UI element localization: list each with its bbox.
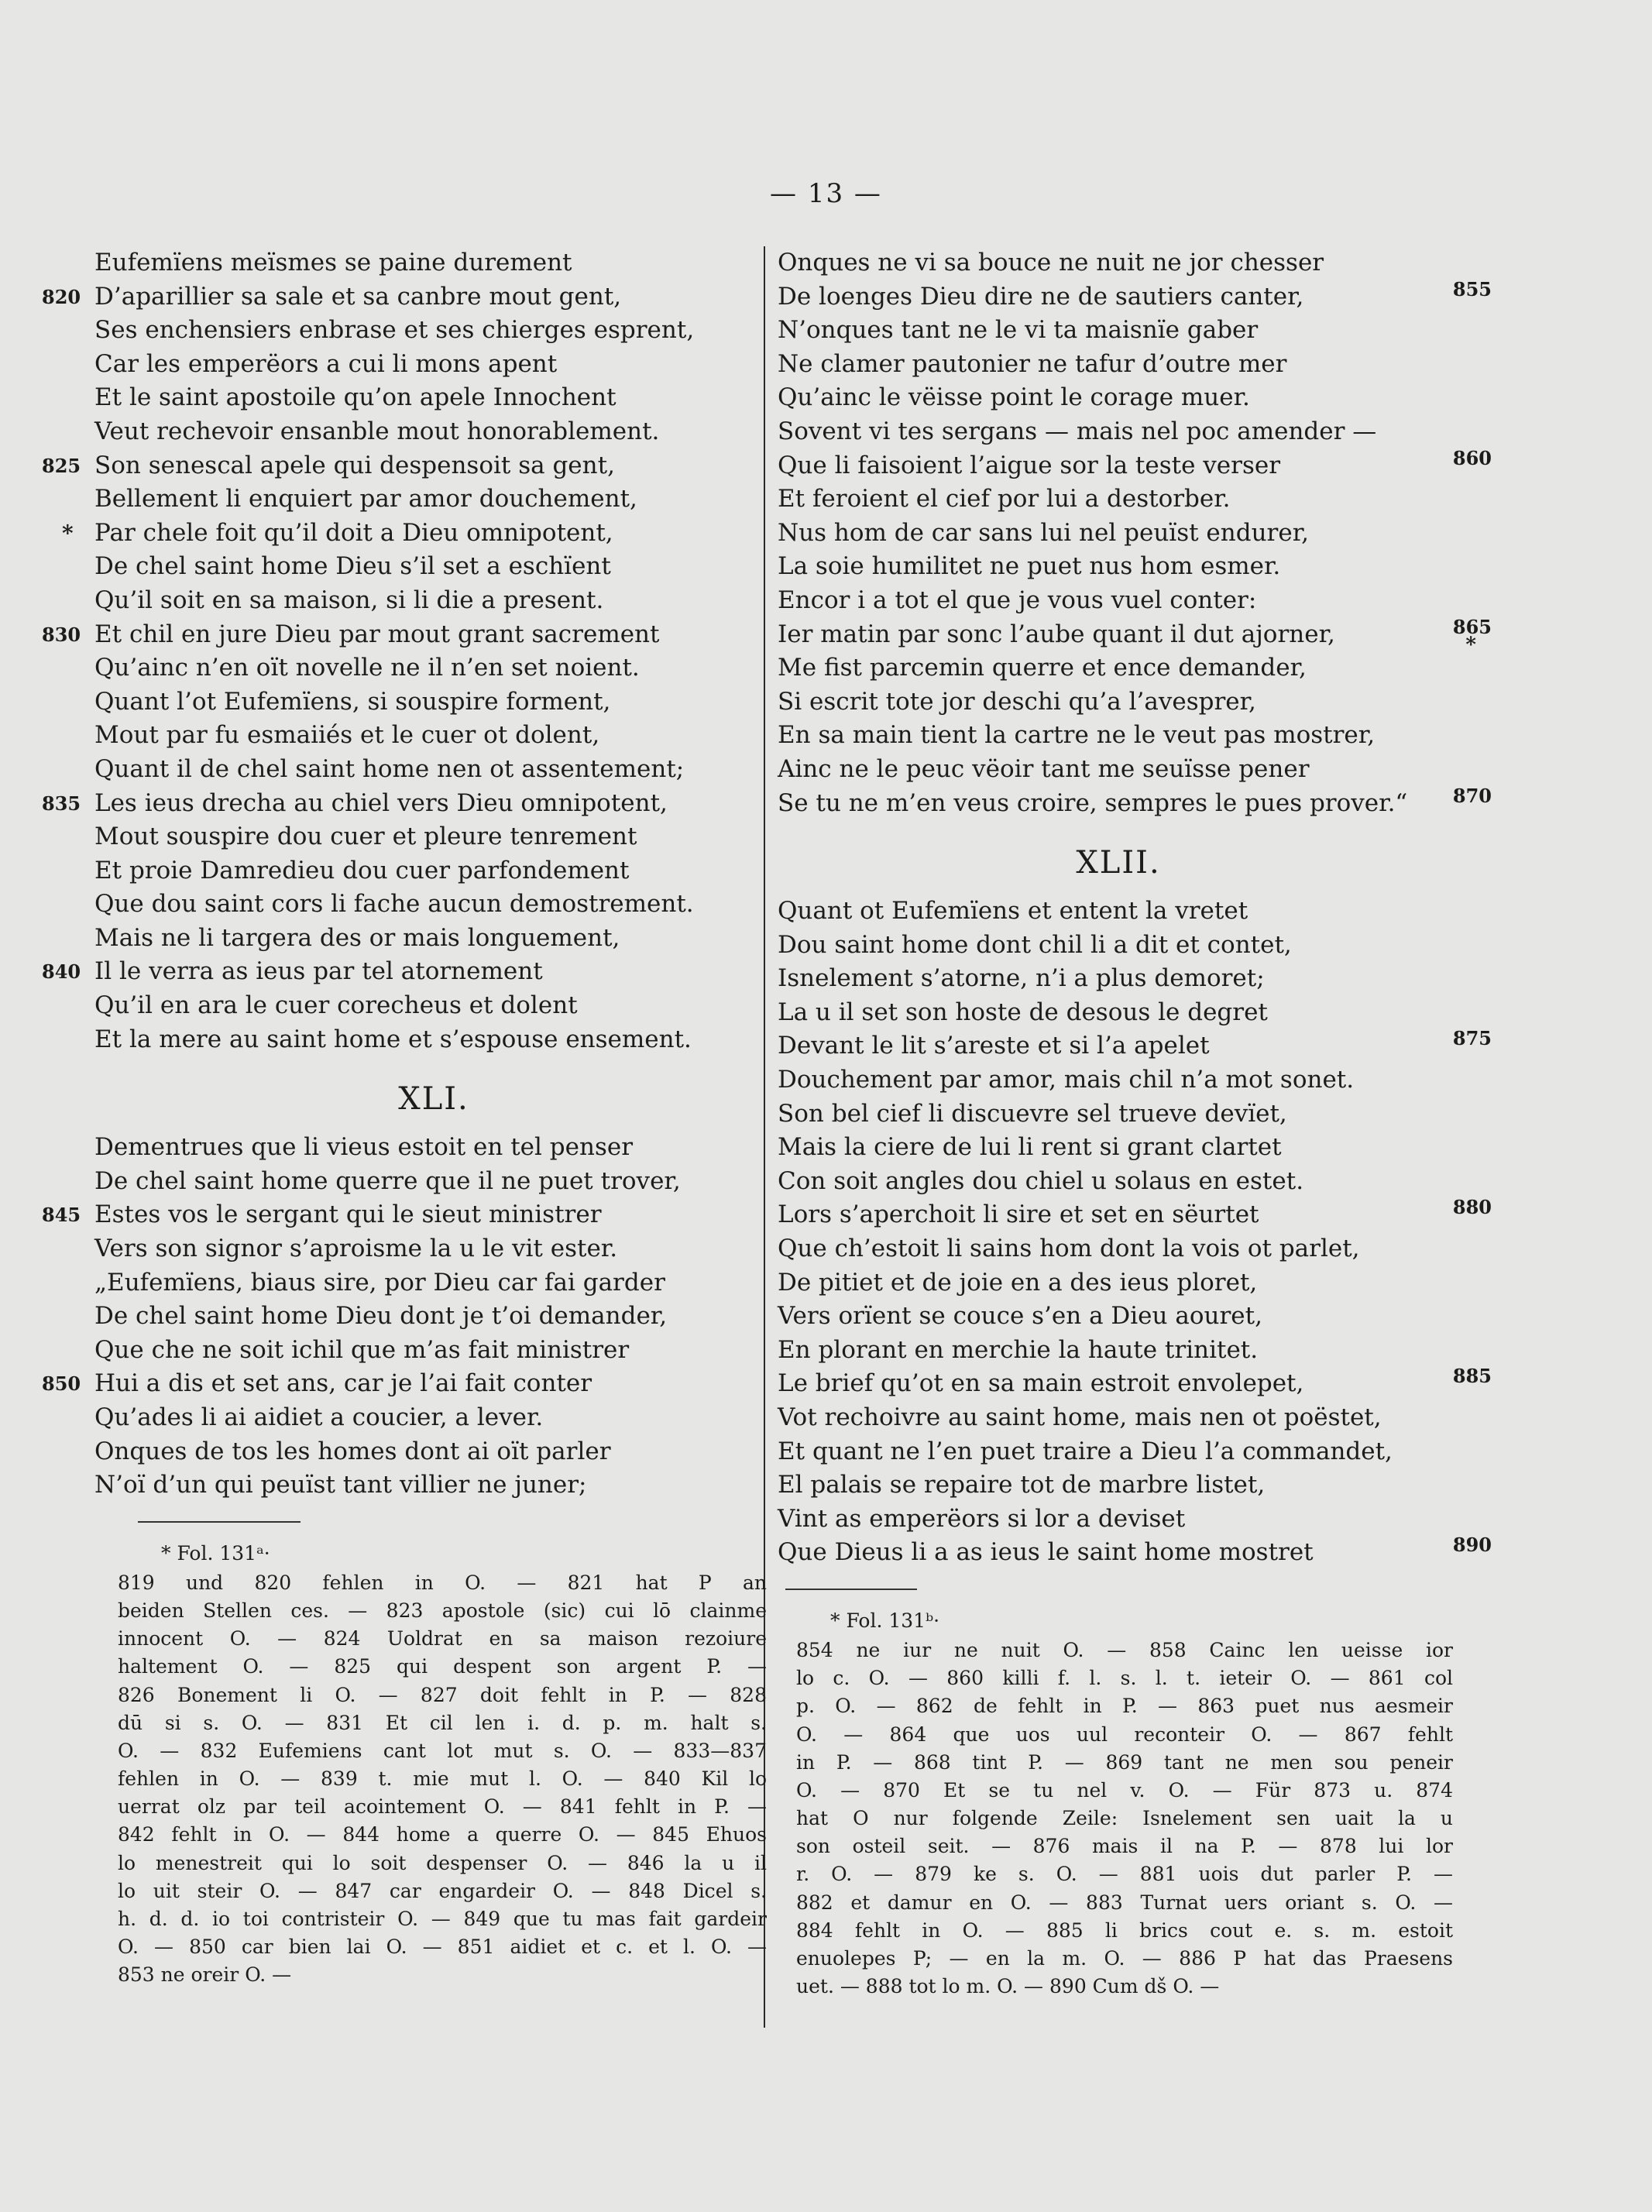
footnote-line: lo c. O. — 860 killi f. l. s. l. t. ieteir O. — 861 col (796, 1667, 1453, 1690)
footnote-line: dū si s. O. — 831 Et cil len i. d. p. m. halt s. (118, 1711, 767, 1734)
verse-text: De loenges Dieu dire ne de sautiers canter, (778, 282, 1304, 311)
verse-text: Onques ne vi sa bouce ne nuit ne jor chesser (778, 249, 1324, 276)
verse-line (31, 584, 767, 618)
verse-text: Lors s’aperchoit li sire et set en sëurtet (778, 1200, 1259, 1229)
verse-block (768, 246, 1492, 820)
verse-text: Que Dieus li a as ieus le saint home mostret (778, 1538, 1314, 1567)
verse-text: N’onques tant ne le vi ta maisnïe gaber (778, 316, 1259, 345)
footnotes (768, 1637, 1468, 2001)
verse-text: Me fist parcemin querre et ence demander, (778, 654, 1307, 682)
footnote-line: 826 Bonement li O. — 827 doit fehlt in P. — 828 (118, 1683, 767, 1706)
verse-line (31, 1198, 767, 1232)
verse-line (768, 962, 1468, 996)
verse-text: Son bel cief li discuevre sel trueve devïet, (778, 1099, 1287, 1128)
verse-line (31, 1131, 767, 1165)
verse-line (31, 246, 767, 280)
verse-line (31, 955, 767, 989)
verse-text: Il le verra as ieus par tel atornement (94, 957, 543, 986)
footnote-line: O. — 832 Eufemiens cant lot mut s. O. — 833—837 (118, 1739, 767, 1762)
verse-line (768, 1266, 1468, 1300)
line-number: 830 (42, 623, 81, 646)
footnote-line: h. d. d. io toi contristeir O. — 849 que tu mas fait gardeir (118, 1908, 767, 1931)
verse-line (31, 1232, 767, 1266)
verse-text: Vint as emperëors si lor a deviset (778, 1504, 1186, 1533)
verse-line (31, 685, 767, 720)
footnote-line: uerrat olz par teil acointement O. — 841 fehlt in P. — (118, 1795, 767, 1819)
footnote-line: enuolepes P; — en la m. O. — 886 P hat das Praesens (796, 1947, 1453, 1970)
verse-text: Vot rechoivre au saint home, mais nen ot poëstet, (778, 1403, 1382, 1431)
line-number: 825 (42, 454, 81, 477)
line-number: 860 (1452, 446, 1492, 469)
verse-text: Dementrues que li vieus estoit en tel penser (94, 1133, 634, 1162)
footnote-line: 819 und 820 fehlen in O. — 821 hat P an (118, 1571, 767, 1594)
verse-text: Bellement li enquiert par amor douchement, (94, 485, 637, 514)
footnote-line: 842 fehlt in O. — 844 home a querre O. — 845 Ehuos (118, 1823, 767, 1846)
verse-line (768, 1300, 1468, 1334)
verse-line (31, 280, 767, 314)
verse-line (31, 1165, 767, 1199)
verse-text: Vers son signor s’aproisme la u le vit ester. (94, 1235, 618, 1263)
verse-text: Onques de tos les homes dont ai oït parler (94, 1437, 611, 1465)
verse-line (31, 517, 767, 551)
verse-text: Et le saint apostoile qu’on apele Innochent (94, 383, 616, 412)
verse-text: Qu’ades li ai aidiet a coucier, a lever. (94, 1403, 544, 1431)
footnote-line: p. O. — 862 de fehlt in P. — 863 puet nus aesmeir (796, 1695, 1453, 1718)
footnote-line: son osteil seit. — 876 mais il na P. — 878 lui lor (796, 1835, 1453, 1858)
footnote-line: 854 ne iur ne nuit O. — 858 Cainc len ueisse ior (796, 1638, 1453, 1661)
verse-text: Qu’il en ara le cuer corecheus et dolent (94, 991, 578, 1020)
verse-line (768, 1027, 1492, 1063)
verse-line (31, 348, 767, 382)
footnote-line: innocent O. — 824 Uoldrat en sa maison rezoiure (118, 1627, 767, 1650)
verse-line (768, 784, 1492, 821)
verse-text: Que che ne soit ichil que m’as fait ministrer (94, 1335, 630, 1364)
verse-text: Mais la ciere de lui li rent si grant clartet (778, 1133, 1282, 1162)
footnote-line: lo menestreit qui lo soit despenser O. — 846 la u il (118, 1851, 767, 1874)
line-number: 820 (42, 285, 81, 308)
footnote-folio: * Fol. 131ᵇ· (830, 1609, 940, 1632)
verse-line (768, 381, 1468, 415)
verse-block (31, 246, 767, 1056)
footnote-line: O. — 864 que uos uul reconteir O. — 867 fehlt (796, 1723, 1453, 1746)
section-title: XLII. (1076, 845, 1161, 881)
verse-line (768, 1401, 1468, 1435)
verse-line (31, 1300, 767, 1334)
verse-text: Quant ot Eufemïens et entent la vretet (778, 897, 1248, 926)
verse-line (768, 1196, 1492, 1232)
footnote-line: O. — 850 car bien lai O. — 851 aidiet et c. et l. O. — (118, 1936, 767, 1959)
verse-text: En plorant en merchie la haute trinitet. (778, 1335, 1259, 1364)
page-number: — 13 — (770, 178, 882, 209)
verse-text: Estes vos le sergant qui le sieut ministrer (94, 1200, 602, 1229)
verse-block (31, 1131, 767, 1503)
verse-line (31, 651, 767, 685)
verse-text: Mout souspire dou cuer et pleure tenrement (94, 823, 637, 851)
footnote-line: 882 et damur en O. — 883 Turnat uers oriant s. O. — (796, 1891, 1453, 1914)
verse-line (31, 1023, 767, 1057)
verse-text: Et chil en jure Dieu par mout grant sacrement (94, 620, 660, 648)
verse-text: Eufemïens meïsmes se paine durement (94, 249, 572, 276)
verse-line (31, 787, 767, 821)
verse-line (768, 651, 1468, 685)
footnote-folio: * Fol. 131ᵃ· (161, 1541, 270, 1565)
verse-line (31, 1266, 767, 1300)
verse-line (768, 348, 1468, 382)
verse-text: Et feroient el cief por lui a destorber. (778, 485, 1231, 514)
verse-text: Son senescal apele qui despensoit sa gent, (94, 451, 615, 479)
verse-line (768, 1165, 1468, 1199)
verse-text: Se tu ne m’en veus croire, sempres le pues prover.“ (778, 788, 1408, 817)
verse-text: Si escrit tote jor deschi qu’a l’avesprer, (778, 687, 1256, 716)
line-number: 845 (42, 1204, 81, 1227)
verse-text: De chel saint home querre que il ne puet trover, (94, 1166, 681, 1195)
verse-text: Vers orïent se couce s’en a Dieu aouret, (778, 1302, 1262, 1331)
verse-line (31, 1334, 767, 1368)
verse-text: D’aparillier sa sale et sa canbre mout gent, (94, 282, 622, 311)
verse-line (31, 415, 767, 449)
verse-line (31, 820, 767, 854)
verse-text: Hui a dis et set ans, car je l’ai fait conter (94, 1369, 592, 1398)
verse-text: Encor i a tot el que je vous vuel conter: (778, 586, 1257, 614)
verse-line (768, 246, 1468, 280)
footnote-line: r. O. — 879 ke s. O. — 881 uois dut parler P. — (796, 1863, 1453, 1886)
verse-text: Mout par fu esmaiiés et le cuer ot dolent, (94, 721, 600, 750)
right-column (768, 246, 1492, 2001)
line-number: 835 (42, 792, 81, 815)
verse-line (768, 550, 1468, 584)
verse-text: „Eufemïens, biaus sire, por Dieu car fai garder (94, 1268, 665, 1297)
verse-line (768, 996, 1468, 1030)
footnote-line: fehlen in O. — 839 t. mie mut l. O. — 840 Kil lo (118, 1767, 767, 1791)
line-number: 855 (1452, 277, 1492, 301)
footnote-line: 853 ne oreir O. — (118, 1963, 292, 1987)
verse-line (768, 1503, 1468, 1537)
footnote-line: hat O nur folgende Zeile: Isnelement sen uait la u (796, 1807, 1453, 1830)
footnote-rule (785, 1589, 917, 1590)
line-number: 875 (1452, 1027, 1492, 1050)
verse-text: El palais se repaire tot de marbre listet, (778, 1471, 1266, 1499)
verse-text: Isnelement s’atorne, n’i a plus demoret; (778, 964, 1265, 993)
verse-line (768, 277, 1492, 314)
verse-text: Que li faisoient l’aigue sor la teste verser (778, 451, 1281, 479)
verse-line (31, 1367, 767, 1401)
verse-text: La u il set son hoste de desous le degret (778, 998, 1268, 1026)
verse-line (768, 314, 1468, 348)
verse-line (31, 1435, 767, 1469)
verse-text: Que ch’estoit li sains hom dont la vois ot parlet, (778, 1235, 1360, 1263)
verse-text: Et la mere au saint home et s’espouse ensement. (94, 1025, 692, 1053)
verse-text: Quant il de chel saint home nen ot assentement; (94, 754, 685, 783)
footnote-line: haltement O. — 825 qui despent son argent P. — (118, 1655, 767, 1678)
verse-line (768, 517, 1468, 551)
verse-line (31, 314, 767, 348)
verse-line (31, 753, 767, 787)
verse-text: De pitiet et de joie en a des ieus ploret, (778, 1268, 1258, 1297)
verse-line (768, 1468, 1468, 1503)
verse-line (768, 1063, 1468, 1097)
footnote-line: uet. — 888 tot lo m. O. — 890 Cum dš O. — (796, 1975, 1220, 1998)
verse-text: En sa main tient la cartre ne le veut pas mostrer, (778, 721, 1376, 750)
line-number: 840 (42, 960, 81, 984)
verse-text: Ainc ne le peuc vëoir tant me seuïsse pener (778, 754, 1310, 783)
verse-text: Mais ne li targera des or mais longuement, (94, 923, 620, 952)
verse-line (768, 1334, 1468, 1368)
verse-line (768, 1365, 1492, 1401)
verse-line (768, 1534, 1492, 1570)
verse-text: Douchement par amor, mais chil n’a mot sonet. (778, 1066, 1355, 1094)
verse-text: Et quant ne l’en puet traire a Dieu l’a commandet, (778, 1437, 1393, 1465)
footnote-rule (138, 1521, 301, 1523)
verse-line (31, 483, 767, 517)
verse-line (31, 381, 767, 415)
footnote-line: O. — 870 Et se tu nel v. O. — Für 873 u. 874 (796, 1778, 1453, 1802)
verse-text: La soie humilitet ne puet nus hom esmer. (778, 552, 1281, 581)
verse-line (768, 895, 1468, 929)
verse-block (768, 895, 1492, 1570)
verse-text: Ier matin par sonc l’aube quant il dut ajorner, (778, 620, 1335, 648)
verse-line (31, 449, 767, 483)
verse-text: N’oï d’un qui peuïst tant villier ne juner; (94, 1471, 587, 1499)
line-number: 870 (1452, 784, 1492, 807)
footnote-line: 884 fehlt in O. — 885 li brics cout e. s. m. estoit (796, 1918, 1453, 1942)
verse-text: Par chele foit qu’il doit a Dieu omnipotent, (94, 518, 613, 547)
left-column (31, 246, 767, 1990)
verse-line (31, 854, 767, 888)
verse-text: Dou saint home dont chil li a dit et contet, (778, 930, 1292, 959)
line-number: 850 (42, 1372, 81, 1396)
verse-line (31, 922, 767, 956)
verse-text: Que dou saint cors li fache aucun demostrement. (94, 890, 694, 919)
verse-line (768, 929, 1468, 963)
verse-line (768, 1435, 1468, 1469)
line-number: 890 (1452, 1534, 1492, 1557)
folio-marker: * (62, 520, 74, 546)
verse-text: Quant l’ot Eufemïens, si souspire forment, (94, 687, 611, 716)
verse-line (768, 753, 1468, 787)
verse-line (768, 615, 1492, 657)
verse-text: Les ieus drecha au chiel vers Dieu omnipotent, (94, 788, 668, 817)
verse-line (31, 719, 767, 753)
footnote-line: in P. — 868 tint P. — 869 tant ne men sou peneir (796, 1750, 1453, 1774)
verse-line (768, 719, 1468, 753)
verse-line (31, 550, 767, 584)
line-number: 885 (1452, 1365, 1492, 1388)
footnote-line: lo uit steir O. — 847 car engardeir O. — 848 Dicel s. (118, 1879, 767, 1902)
verse-text: Ses enchensiers enbrase et ses chierges esprent, (94, 316, 695, 345)
verse-line (768, 483, 1468, 517)
verse-text: Devant le lit s’areste et si l’a apelet (778, 1032, 1210, 1060)
line-number: 865 (1452, 615, 1492, 638)
section-title: XLI. (398, 1081, 469, 1118)
verse-line (768, 1131, 1468, 1165)
verse-text: Nus hom de car sans lui nel peuïst endurer, (778, 518, 1309, 547)
verse-text: Qu’ainc n’en oït novelle ne il n’en set noient. (94, 654, 640, 682)
verse-line (768, 446, 1492, 483)
verse-line (31, 888, 767, 922)
verse-text: Sovent vi tes sergans — mais nel poc amender — (778, 417, 1377, 445)
verse-text: Et proie Damredieu dou cuer parfondement (94, 856, 630, 884)
verse-line (31, 1468, 767, 1503)
footnotes (31, 1569, 767, 1990)
verse-text: Con soit angles dou chiel u solaus en estet. (778, 1166, 1304, 1195)
footnote-line: beiden Stellen ces. — 823 apostole (sic) cui lō clainme (118, 1599, 767, 1622)
verse-line (31, 1401, 767, 1435)
verse-line (768, 1232, 1468, 1266)
verse-line (768, 1097, 1468, 1132)
verse-text: Veut rechevoir ensanble mout honorablement. (94, 417, 660, 445)
verse-text: De chel saint home Dieu dont je t’oi demander, (94, 1302, 668, 1331)
verse-line (768, 685, 1468, 720)
verse-text: Car les emperëors a cui li mons apent (94, 349, 558, 378)
verse-text: Qu’il soit en sa maison, si li die a present. (94, 586, 604, 614)
verse-line (768, 415, 1468, 449)
verse-text: Ne clamer pautonier ne tafur d’outre mer (778, 349, 1287, 378)
folio-marker: * (1465, 633, 1476, 657)
verse-line (768, 584, 1468, 618)
verse-line (31, 989, 767, 1023)
verse-text: Le brief qu’ot en sa main estroit envolepet, (778, 1369, 1304, 1398)
line-number: 880 (1452, 1196, 1492, 1219)
verse-text: De chel saint home Dieu s’il set a eschïent (94, 552, 611, 581)
verse-text: Qu’ainc le vëisse point le corage muer. (778, 383, 1250, 412)
verse-line (31, 618, 767, 652)
